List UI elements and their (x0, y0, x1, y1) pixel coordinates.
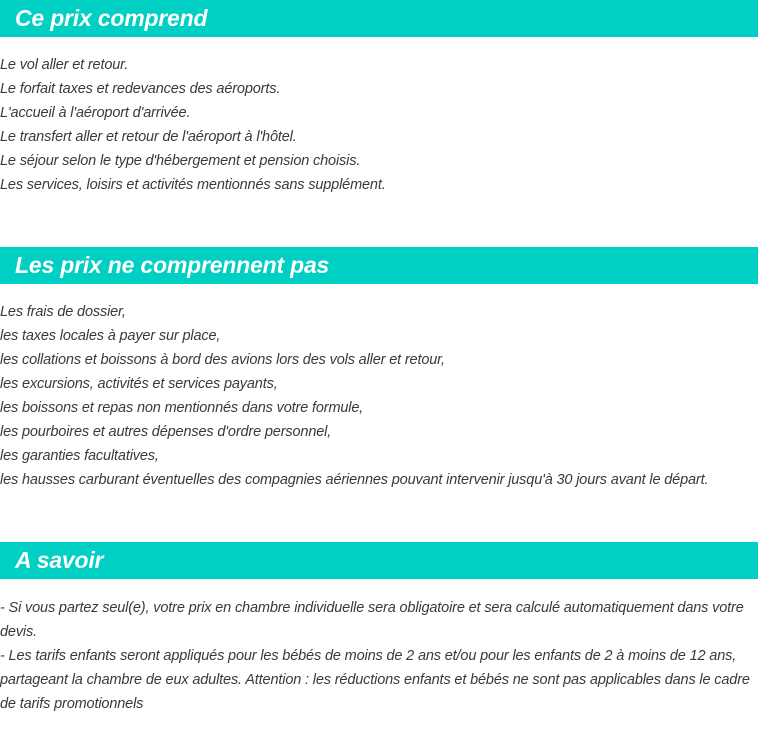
section-title: Les prix ne comprennent pas (15, 252, 330, 278)
excluded-list (0, 300, 758, 492)
section-header-price-includes (0, 0, 758, 37)
section-header-to-know (0, 542, 758, 579)
list-item: Le transfert aller et retour de l'aéroport à l'hôtel. (0, 129, 297, 145)
note-paragraph: - Si vous partez seul(e), votre prix en chambre individuelle sera obligatoire et sera calculé automatiquement dans votre devis. (0, 600, 744, 640)
list-item: Les services, loisirs et activités mentionnés sans supplément. (0, 177, 386, 193)
section-to-know (0, 542, 758, 716)
list-item: L'accueil à l'aéroport d'arrivée. (0, 105, 191, 121)
included-list (0, 53, 758, 197)
section-price-excludes (0, 247, 758, 492)
list-item: les excursions, activités et services payants, (0, 376, 278, 392)
list-item: Le vol aller et retour. (0, 57, 129, 73)
list-item: les pourboires et autres dépenses d'ordre personnel, (0, 424, 332, 440)
notes-block (0, 596, 758, 716)
list-item: Le séjour selon le type d'hébergement et pension choisis. (0, 153, 361, 169)
section-title: Ce prix comprend (15, 5, 208, 31)
list-item: les taxes locales à payer sur place, (0, 328, 221, 344)
list-item: les garanties facultatives, (0, 448, 159, 464)
section-title: A savoir (15, 547, 104, 573)
list-item: les boissons et repas non mentionnés dans votre formule, (0, 400, 364, 416)
list-item: Le forfait taxes et redevances des aéroports. (0, 81, 281, 97)
list-item: les collations et boissons à bord des avions lors des vols aller et retour, (0, 352, 445, 368)
list-item: les hausses carburant éventuelles des compagnies aériennes pouvant intervenir jusqu'à 30 jours avant le départ. (0, 472, 709, 488)
section-header-price-excludes (0, 247, 758, 284)
section-price-includes (0, 0, 758, 197)
note-paragraph: - Les tarifs enfants seront appliqués pour les bébés de moins de 2 ans et/ou pour les enfants de 2 à moins de 12 ans, partageant la chambre de eux adultes. Attention : les réductions enfants et bébés ne sont pas applicables dans le cadre de tarifs promotionnels (0, 648, 750, 712)
list-item: Les frais de dossier, (0, 304, 126, 320)
